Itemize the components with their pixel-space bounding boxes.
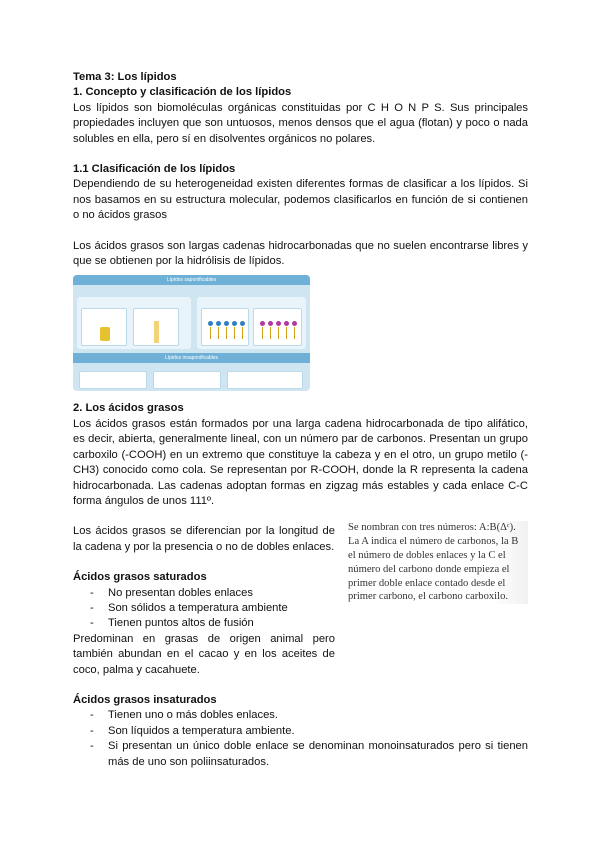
figure-card-4	[253, 308, 302, 346]
document-heading: Tema 3: Los lípidos	[73, 71, 177, 83]
lipid-head-icon	[260, 321, 265, 326]
section-1-1-text-2: Los ácidos grasos son largas cadenas hidrocarbonadas que no suelen encontrarse libres y que se obtienen por la hidrólisis de lípidos.	[73, 239, 528, 268]
left-column	[73, 524, 335, 678]
list-item: - Son líquidos a temperatura ambiente.	[73, 724, 528, 739]
saturated-title: Ácidos grasos saturados	[73, 571, 207, 584]
unsaturated-list	[73, 708, 528, 770]
lipid-head-icon	[232, 321, 237, 326]
lipid-head-icon	[292, 321, 297, 326]
list-item: - Si presentan un único doble enlace se denominan monoinsaturados pero si tienen más de uno son poliinsaturados.	[73, 739, 528, 770]
figure-card-5	[79, 371, 147, 389]
candle-icon	[154, 321, 159, 343]
list-item: - Tienen puntos altos de fusión	[73, 616, 335, 631]
figure-card-3	[201, 308, 249, 346]
lipid-head-icon	[216, 321, 221, 326]
lipid-head-icon	[268, 321, 273, 326]
figure-card-2	[133, 308, 179, 346]
list-item: - Son sólidos a temperatura ambiente	[73, 601, 335, 616]
saturated-text: Predominan en grasas de origen animal pero también abundan en el cacao y en los aceites de coco, palma y cacahuete.	[73, 632, 335, 676]
section-2-text: Los ácidos grasos están formados por una larga cadena hidrocarbonada de tipo alifático, es decir, abierta, generalmente lineal, con un número par de carbonos. Presentan un grupo carboxilo (-COOH) en un extremo que constituye la cabeza y en el otro, un grupo metilo (-CH3) conocido como cola. Se representan por R-COOH, donde la R representa la cadena hidrocarbonada. Las cadenas adoptan formas en zigzag más estables y cada enlace C-C forma ángulos de unos 111º.	[73, 417, 528, 507]
section-1-text: Los lípidos son biomoléculas orgánicas constituidas por C H O N P S. Sus principales propiedades incluyen que son untuosos, menos densos que el agua (flotan) y poco o nada solubles en ella, pero sí en disolventes orgánicos no polares.	[73, 101, 528, 145]
oil-bottle-icon	[100, 327, 110, 341]
fatty-acids-difference: Los ácidos grasos se diferencian por la longitud de la cadena y por la presencia o no de dobles enlaces.	[73, 525, 335, 553]
figure-bottom-bar: Lípidos insaponificables	[73, 353, 310, 363]
list-item: - No presentan dobles enlaces	[73, 586, 335, 601]
naming-note: Se nombran con tres números: A:B(Δᶜ). La A indica el número de carbonos, la B el número de dobles enlaces y la C el número del carbono donde empieza el primer doble enlace contado desde el primer carbono, el carbono carboxilo.	[348, 521, 528, 604]
section-1-1-title: 1.1 Clasificación de los lípidos	[73, 163, 236, 176]
figure-top-bar: Lípidos saponificables	[73, 275, 310, 285]
list-item: - Tienen uno o más dobles enlaces.	[73, 708, 528, 723]
saturated-list	[73, 586, 335, 632]
unsaturated-title: Ácidos grasos insaturados	[73, 693, 217, 706]
lipid-head-icon	[224, 321, 229, 326]
document-page	[73, 70, 528, 770]
lipid-head-icon	[240, 321, 245, 326]
section-1-1-text: Dependiendo de su heterogeneidad existen diferentes formas de clasificar a los lípidos. Si nos basamos en su estructura molecular, podemos clasificarlos en función de si contienen o no ácidos grasos	[73, 178, 528, 222]
lipid-head-icon	[276, 321, 281, 326]
figure-card-6	[153, 371, 221, 389]
two-column-block	[73, 524, 528, 678]
lipid-head-icon	[208, 321, 213, 326]
figure-card-7	[227, 371, 303, 389]
lipid-classification-figure	[73, 275, 310, 391]
lipid-head-icon	[284, 321, 289, 326]
section-2-title: 2. Los ácidos grasos	[73, 402, 184, 415]
figure-card-1	[81, 308, 127, 346]
section-1-title: 1. Concepto y clasificación de los lípidos	[73, 86, 292, 99]
